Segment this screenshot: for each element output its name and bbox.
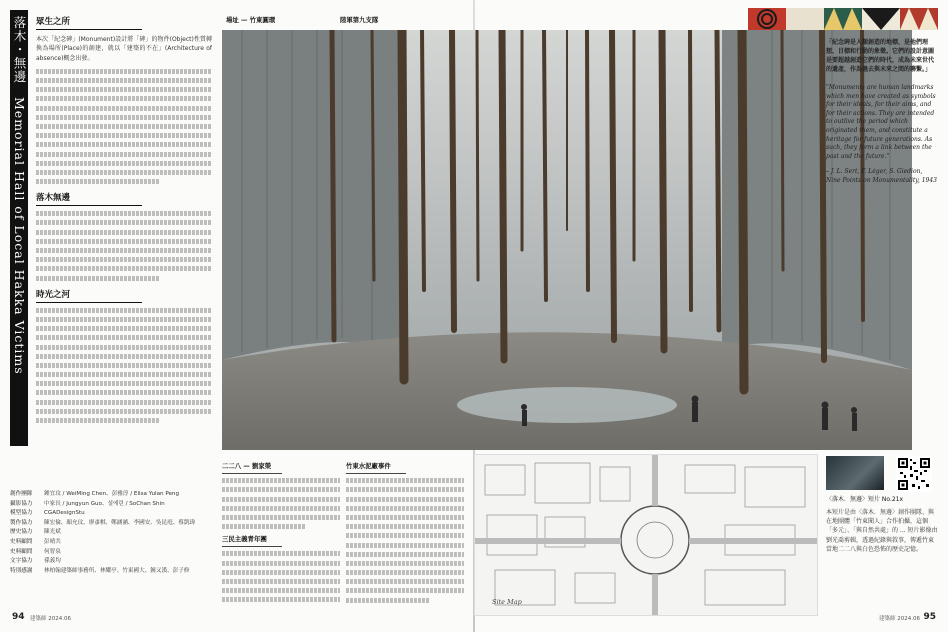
credit-names: 孫義均 xyxy=(44,558,61,565)
section-sanmin: 三民主義青年團 xyxy=(222,535,267,544)
section-right-s1: 陸軍第九支隊 xyxy=(340,16,379,24)
issue-label-right: 建築師 2024.06 xyxy=(879,616,920,622)
credits-list xyxy=(10,490,210,576)
credit-row xyxy=(10,519,210,529)
credit-role: 模型協力 xyxy=(10,510,33,517)
video-description: 本短片是由〈落木．無邊〉創作團隊、與在地團體「竹東聞人」合作拍攝，這個「多元」、「與自然共處」的 ... 短片影像由劉光喬剪輯，透過紀錄與敘事，傳遞竹東當地二二八與白色恐怖的歷史記憶。 xyxy=(826,509,938,553)
credit-row xyxy=(10,528,210,538)
memorial-rendering-image xyxy=(222,30,912,450)
credit-row xyxy=(10,567,210,577)
section-liujiarong: 二二八 — 劉家榮 xyxy=(222,462,272,470)
credit-row xyxy=(10,538,210,548)
credit-row xyxy=(10,500,210,510)
section-shuini: 竹東水泥廠事件 xyxy=(346,462,391,470)
credit-names: 彭晴共 xyxy=(44,538,61,545)
credit-row xyxy=(10,548,210,558)
credit-names: 鍾宜玟 / WeiMing Chen、彭雅淳 / Elisa Yulan Peng xyxy=(44,491,180,497)
quote-chinese: 「紀念碑是人類創造的地標，是他們理想、目標和行動的象徵。它們的設計意圖是要超越創造它們的時代，成為未來世代的遺產，作為過去與未來之間的聯繫。」 xyxy=(826,39,935,73)
quote-english: "Monuments are human landmarks which men have created as symbols for their ideals, for their aims, and for their actions. They are intended to outlive the period which originated them, and constitute a heritage for future generations. As such, they form a link between the past and the future." xyxy=(826,84,936,160)
lower-column-a xyxy=(222,456,340,606)
credit-role: 文字協力 xyxy=(10,558,33,565)
video-thumbnail[interactable] xyxy=(826,456,884,490)
video-caption: 〈落木．無邊〉短片 No.21x xyxy=(826,496,904,503)
decorative-patterns xyxy=(748,8,938,30)
credit-names: CGADesignStu xyxy=(44,510,85,517)
credit-names: 陳宏倫、顏允玟、廖彥棋、鄭涵涵、李國安、吳昆庭、蔡凱瑋 xyxy=(44,519,196,526)
site-map xyxy=(474,454,818,616)
quote-source: – J. L. Sert, F. Léger, S. Giedion, Nine Points on Monumentality, 1943 xyxy=(826,168,937,185)
credit-role: 創作團隊 xyxy=(10,491,33,497)
quote-block xyxy=(826,38,938,185)
credit-names: 何智泉 xyxy=(44,548,61,555)
credit-role: 製作協力 xyxy=(10,519,33,526)
credit-names: 陳光斌 xyxy=(44,529,61,536)
right-column-headings xyxy=(340,16,440,26)
page-number-left: 94 xyxy=(12,612,25,622)
site-map-label: Site Map xyxy=(492,598,522,606)
vertical-title: 落木・無邊 Memorial Hall of Local Hakka Victims xyxy=(12,16,27,375)
rendering-illustration xyxy=(222,30,912,450)
heading-luomu: 落木無邊 xyxy=(36,193,71,204)
heading-zhongsheng: 眾生之所 xyxy=(36,17,71,27)
credit-row xyxy=(10,509,210,519)
middle-column-headings xyxy=(226,16,326,26)
credit-names: 中家長 / Jungyun Guo、설에린 / SoChan Shin xyxy=(44,500,165,507)
credit-names: 林柏翰建築師事務所、林耀亭、竹東國大、鐘又漢、彭子修 xyxy=(44,567,190,574)
issue-label-left: 建築師 2024.06 xyxy=(30,616,71,622)
credit-role: 史料顧問 xyxy=(10,548,33,555)
credit-role: 攝影協力 xyxy=(10,500,33,507)
lower-column-b xyxy=(346,456,464,606)
credit-role: 特別感謝 xyxy=(10,567,33,574)
intro-paragraph: 本次「紀念碑」(Monument)設計將「碑」的物件(Object)性質轉換為場所(Place)的創建，就以「建築的不在」(Architecture of absence)概念出發。 xyxy=(36,36,212,62)
credit-row xyxy=(10,490,210,500)
credit-role: 歷史協力 xyxy=(10,529,33,536)
section-s1: 場址 — 竹東圓環 xyxy=(226,16,276,24)
qr-code-icon[interactable] xyxy=(896,456,932,492)
left-column-1 xyxy=(36,14,212,454)
credit-role: 史料顧問 xyxy=(10,538,33,545)
heading-shiguang: 時光之河 xyxy=(36,289,71,300)
page-number-right: 95 xyxy=(923,612,936,622)
vertical-title-bar xyxy=(10,10,28,446)
credit-row xyxy=(10,557,210,567)
